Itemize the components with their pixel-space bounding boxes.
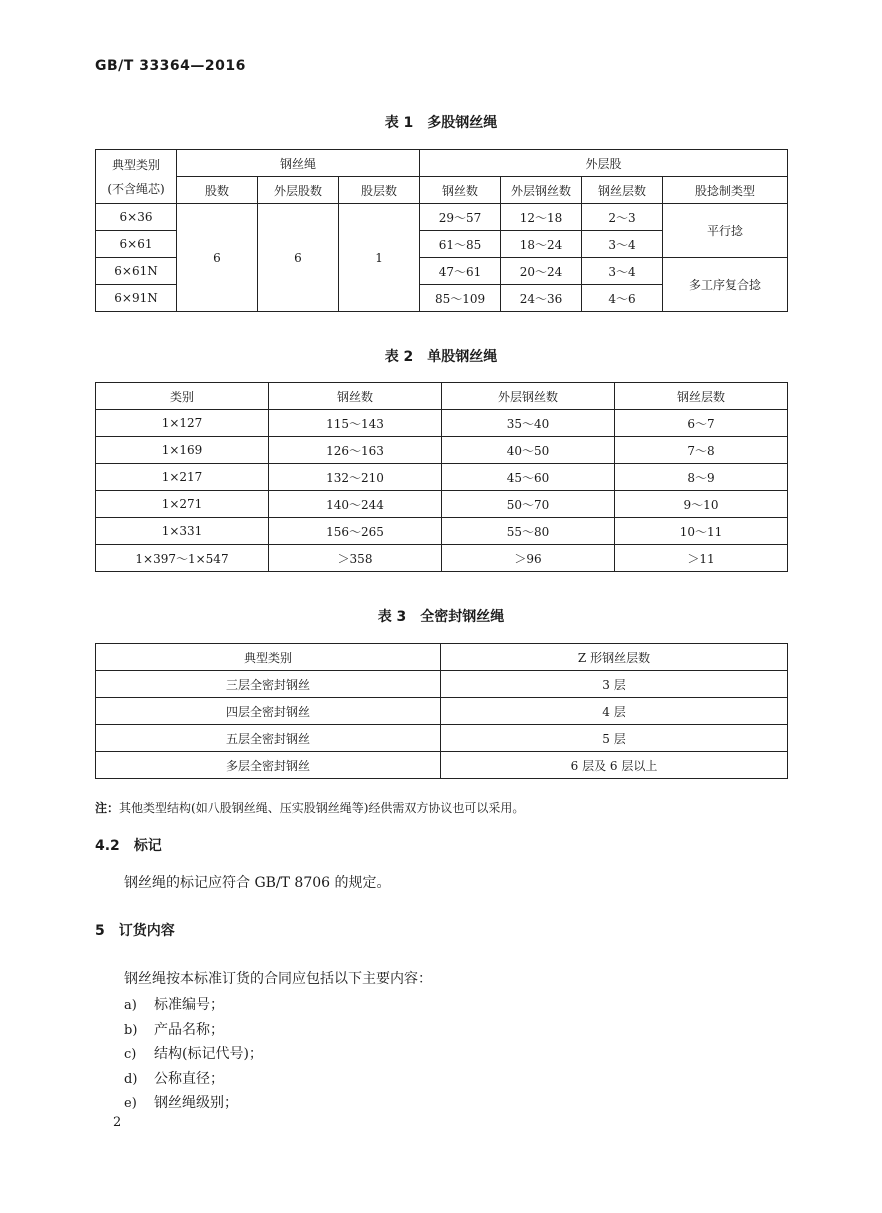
table1-lay-type-cell: 多工序复合捻 <box>663 258 788 312</box>
table2-cell: 45～60 <box>442 464 615 491</box>
table1-wires-cell: 47～61 <box>420 258 501 285</box>
table2-cell: ＞358 <box>269 545 442 572</box>
table1-outer-wires-cell: 12～18 <box>501 204 582 231</box>
table1-strand-header: 外层股 <box>420 150 788 177</box>
section-title: 标记 <box>133 838 162 854</box>
table3-col-header: 典型类别 <box>96 644 441 671</box>
table1-col-header: 钢丝层数 <box>582 177 663 204</box>
table3 <box>95 643 788 779</box>
table3-caption: 表 3 全密封钢丝绳 <box>377 609 505 625</box>
list-item-label: b) <box>124 1023 138 1038</box>
list-item <box>124 994 224 1014</box>
section-5-heading <box>95 920 175 940</box>
table1-col-header: 外层股数 <box>258 177 339 204</box>
table2 <box>95 382 788 572</box>
table3-cell: 6 层及 6 层以上 <box>441 752 788 779</box>
page-number: 2 <box>113 1115 122 1130</box>
list-item <box>124 1019 224 1039</box>
table1-col-header: 股数 <box>177 177 258 204</box>
table2-col-header: 钢丝层数 <box>615 383 788 410</box>
table1-type-cell: 6×61 <box>96 231 177 258</box>
section-5-intro: 钢丝绳按本标准订货的合同应包括以下主要内容： <box>124 971 432 987</box>
table-row <box>96 491 788 518</box>
table-row <box>96 725 788 752</box>
list-item <box>124 1043 263 1063</box>
table2-cell: 126～163 <box>269 437 442 464</box>
table-row <box>96 410 788 437</box>
table2-cell: 10～11 <box>615 518 788 545</box>
table2-cell: 9～10 <box>615 491 788 518</box>
table2-cell: 115～143 <box>269 410 442 437</box>
table-note <box>95 799 524 816</box>
table1-outer-wires-cell: 24～36 <box>501 285 582 312</box>
table3-cell: 三层全密封钢丝 <box>96 671 441 698</box>
table1-wires-cell: 85～109 <box>420 285 501 312</box>
table2-cell: 7～8 <box>615 437 788 464</box>
table1-wires-cell: 29～57 <box>420 204 501 231</box>
table2-cell: 132～210 <box>269 464 442 491</box>
note-label: 注： <box>95 801 120 815</box>
list-item-label: a) <box>124 998 137 1013</box>
table2-cell: 40～50 <box>442 437 615 464</box>
list-item-text: 结构(标记代号)； <box>154 1046 263 1062</box>
table1-strand-layers-cell: 1 <box>339 204 420 312</box>
table1-type-header-line2: (不含绳芯) <box>107 181 165 196</box>
table1-wire-layers-cell: 2～3 <box>582 204 663 231</box>
table1-lay-type-cell: 平行捻 <box>663 204 788 258</box>
table1-outer-wires-cell: 20～24 <box>501 258 582 285</box>
table1-col-header: 股捻制类型 <box>663 177 788 204</box>
table3-cell: 4 层 <box>441 698 788 725</box>
table-row <box>96 518 788 545</box>
table1-rope-header: 钢丝绳 <box>177 150 420 177</box>
table2-cell: 156～265 <box>269 518 442 545</box>
standard-header: GB/T 33364—2016 <box>95 58 246 74</box>
table2-cell: 1×331 <box>96 518 269 545</box>
section-number: 4.2 <box>95 838 120 854</box>
table-row <box>96 545 788 572</box>
table1-wires-cell: 61～85 <box>420 231 501 258</box>
table2-caption: 表 2 单股钢丝绳 <box>384 349 498 365</box>
list-item-label: c) <box>124 1047 137 1062</box>
list-item-text: 标准编号； <box>154 997 224 1013</box>
list-item-label: e) <box>124 1096 137 1111</box>
table3-cell: 3 层 <box>441 671 788 698</box>
table2-cell: 1×271 <box>96 491 269 518</box>
table1-strands-cell: 6 <box>177 204 258 312</box>
table2-cell: ＞96 <box>442 545 615 572</box>
section-number: 5 <box>95 923 105 939</box>
table-row <box>96 698 788 725</box>
table1-col-header: 股层数 <box>339 177 420 204</box>
table2-cell: 1×127 <box>96 410 269 437</box>
table2-cell: 8～9 <box>615 464 788 491</box>
table1-wire-layers-cell: 3～4 <box>582 231 663 258</box>
table3-cell: 5 层 <box>441 725 788 752</box>
table1-type-cell: 6×61N <box>96 258 177 285</box>
table-row <box>96 464 788 491</box>
list-item-text: 产品名称； <box>154 1022 224 1038</box>
table1-col-header: 钢丝数 <box>420 177 501 204</box>
table1-caption: 表 1 多股钢丝绳 <box>384 115 498 131</box>
list-item-text: 公称直径； <box>154 1071 224 1087</box>
list-item <box>124 1068 224 1088</box>
table2-cell: ＞11 <box>615 545 788 572</box>
table1-wire-layers-cell: 3～4 <box>582 258 663 285</box>
table-row <box>96 752 788 779</box>
table2-cell: 6～7 <box>615 410 788 437</box>
table2-cell: 1×169 <box>96 437 269 464</box>
table1-type-header-line1: 典型类别 <box>111 157 160 172</box>
table2-col-header: 类别 <box>96 383 269 410</box>
list-item <box>124 1092 238 1112</box>
table1-type-cell: 6×36 <box>96 204 177 231</box>
note-text: 其他类型结构(如八股钢丝绳、压实股钢丝绳等)经供需双方协议也可以采用。 <box>119 801 525 815</box>
table2-cell: 55～80 <box>442 518 615 545</box>
table2-col-header: 钢丝数 <box>269 383 442 410</box>
table2-cell: 140～244 <box>269 491 442 518</box>
table2-cell: 1×397～1×547 <box>96 545 269 572</box>
table1-col-header: 外层钢丝数 <box>501 177 582 204</box>
table2-cell: 50～70 <box>442 491 615 518</box>
table3-cell: 多层全密封钢丝 <box>96 752 441 779</box>
table1-wire-layers-cell: 4～6 <box>582 285 663 312</box>
table1-outer-strands-cell: 6 <box>258 204 339 312</box>
table3-cell: 五层全密封钢丝 <box>96 725 441 752</box>
table1 <box>95 149 788 312</box>
section-4-2-text: 钢丝绳的标记应符合 GB/T 8706 的规定。 <box>124 875 391 891</box>
table3-cell: 四层全密封钢丝 <box>96 698 441 725</box>
table2-col-header: 外层钢丝数 <box>442 383 615 410</box>
table3-col-header: Z 形钢丝层数 <box>441 644 788 671</box>
table-row <box>96 437 788 464</box>
section-title: 订货内容 <box>118 923 175 939</box>
table1-outer-wires-cell: 18～24 <box>501 231 582 258</box>
table2-cell: 35～40 <box>442 410 615 437</box>
list-item-text: 钢丝绳级别； <box>154 1095 238 1111</box>
table2-cell: 1×217 <box>96 464 269 491</box>
list-item-label: d) <box>124 1072 138 1087</box>
table-row <box>96 671 788 698</box>
table1-type-cell: 6×91N <box>96 285 177 312</box>
table1-type-header <box>96 150 177 204</box>
section-4-2-heading <box>95 835 162 855</box>
